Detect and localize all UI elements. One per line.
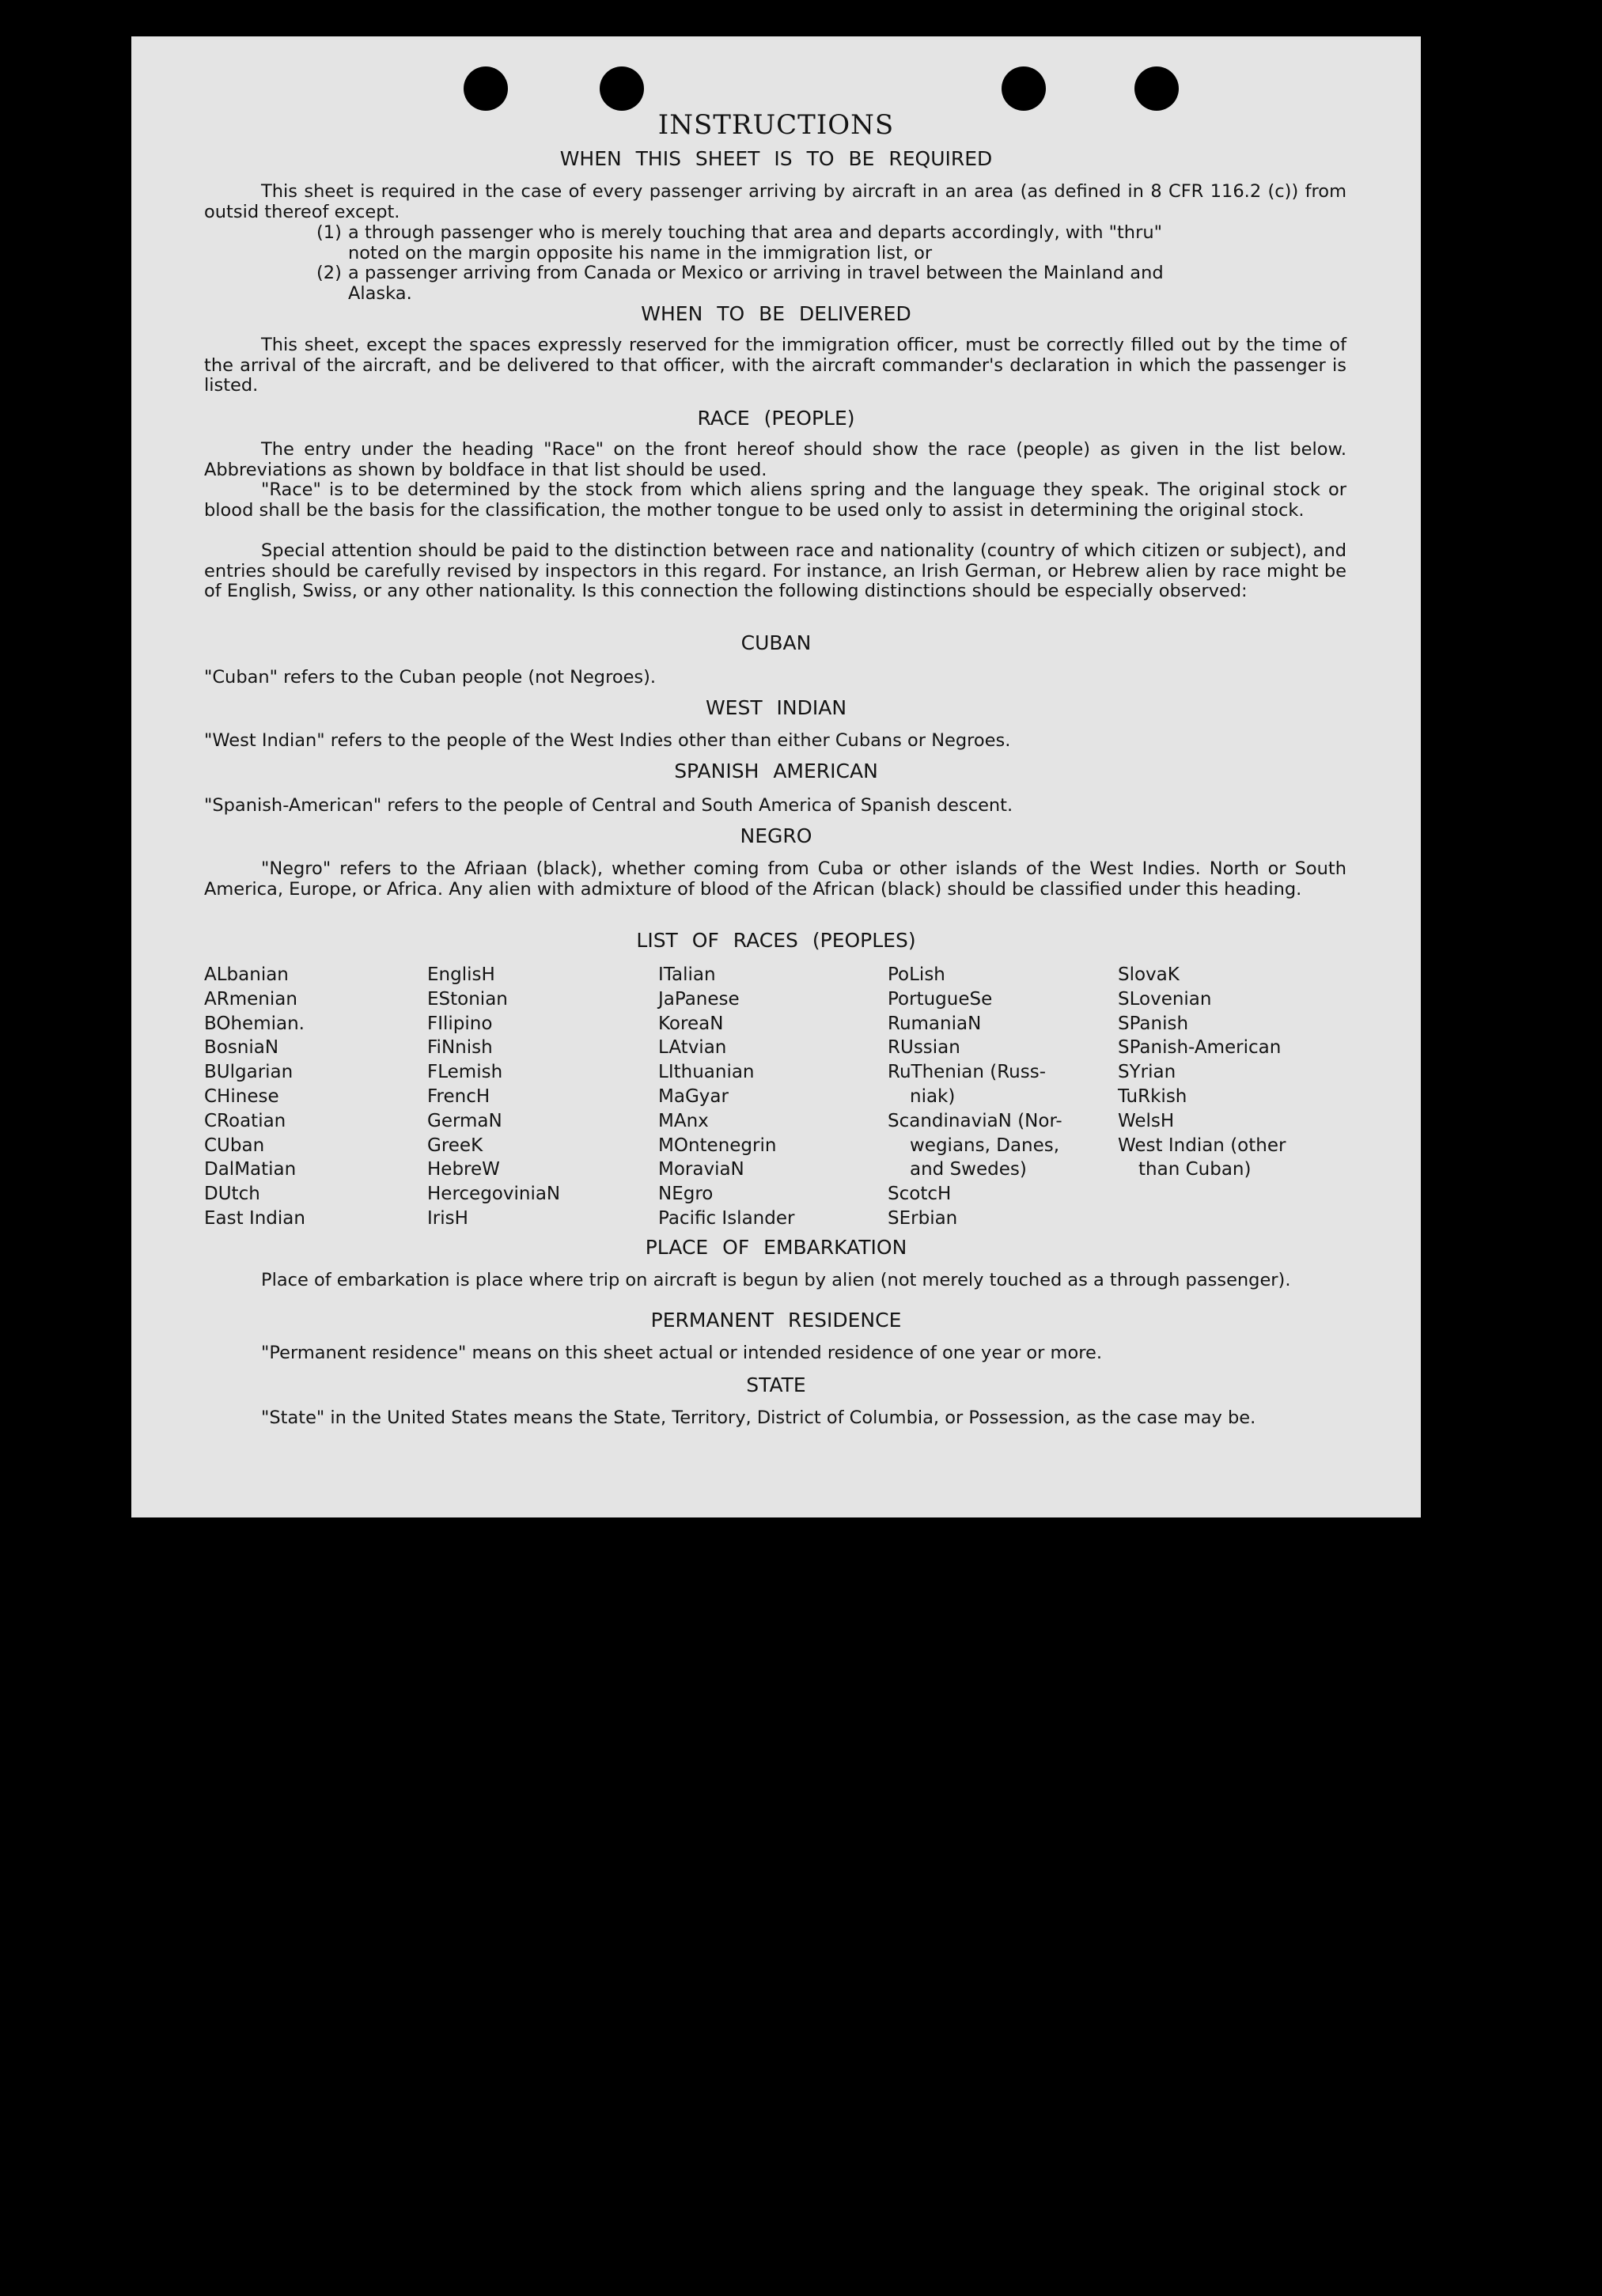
section-heading-embarkation: PLACE OF EMBARKATION bbox=[645, 1236, 907, 1259]
race-entry: BOhemian. bbox=[204, 1013, 305, 1034]
exception-text: a through passenger who is merely touching that area and departs accordingly, with "thru" bbox=[348, 222, 1162, 243]
race-entry: PoLish bbox=[888, 964, 945, 985]
state-text: "State" in the United States means the State, Territory, District of Columbia, or Possession, as the case may be. bbox=[261, 1408, 1256, 1428]
race-entry: SPanish-American bbox=[1118, 1037, 1282, 1059]
race-entry-continued: and Swedes) bbox=[910, 1159, 1027, 1180]
race-entry: Pacific Islander bbox=[658, 1207, 795, 1229]
race-entry: IrisH bbox=[427, 1207, 468, 1229]
races-list bbox=[204, 963, 1359, 1229]
race-entry: SYrian bbox=[1118, 1062, 1176, 1083]
delivered-text: This sheet, except the spaces expressly reserved for the immigration officer, must be correctly filled out by the time of the arrival of the aircraft, and be delivered to that officer, with the aircraft commander's declaration in which the passenger is listed. bbox=[204, 335, 1346, 396]
race-entry: LIthuanian bbox=[658, 1062, 755, 1083]
race-entry: CRoatian bbox=[204, 1110, 286, 1131]
race-paragraph-1: The entry under the heading "Race" on the front hereof should show the race (people) as given in the list below. Abbreviations as shown by boldface in that list should be used. bbox=[204, 439, 1346, 480]
race-entry: JaPanese bbox=[658, 988, 740, 1010]
race-entry: PortugueSe bbox=[888, 988, 993, 1010]
section-heading-west-indian: WEST INDIAN bbox=[705, 696, 847, 719]
west-indian-text: "West Indian" refers to the people of the West Indies other than either Cubans or Negroes. bbox=[204, 730, 1011, 751]
race-entry-continued: wegians, Danes, bbox=[910, 1135, 1060, 1156]
race-entry: ScotcH bbox=[888, 1184, 952, 1205]
races-column-5 bbox=[1118, 963, 1286, 1182]
race-entry: CUban bbox=[204, 1135, 265, 1156]
race-entry: EStonian bbox=[427, 988, 508, 1010]
race-entry: MAnx bbox=[658, 1110, 709, 1131]
race-entry: NEgro bbox=[658, 1184, 714, 1205]
section-heading-state: STATE bbox=[746, 1373, 806, 1396]
race-entry: ScandinaviaN (Nor- bbox=[888, 1110, 1062, 1131]
race-entry: ITalian bbox=[658, 964, 716, 985]
exception-text-continued: Alaska. bbox=[348, 282, 412, 304]
race-entry: SLovenian bbox=[1118, 988, 1212, 1010]
race-entry: FIlipino bbox=[427, 1013, 493, 1034]
section-heading-spanish-american: SPANISH AMERICAN bbox=[674, 760, 878, 782]
race-entry: RuThenian (Russ- bbox=[888, 1062, 1047, 1083]
document-sheet bbox=[131, 36, 1421, 1517]
race-entry: MOntenegrin bbox=[658, 1135, 777, 1156]
section-heading-cuban: CUBAN bbox=[740, 631, 812, 654]
race-entry: GermaN bbox=[427, 1110, 502, 1131]
race-entry: FiNnish bbox=[427, 1037, 493, 1059]
race-entry: SlovaK bbox=[1118, 964, 1180, 985]
race-entry: SErbian bbox=[888, 1207, 958, 1229]
race-entry: RumaniaN bbox=[888, 1013, 982, 1034]
embarkation-text: Place of embarkation is place where trip on aircraft is begun by alien (not merely touched as a through passenger). bbox=[261, 1270, 1291, 1290]
exception-item-1 bbox=[316, 223, 1346, 263]
race-entry: East Indian bbox=[204, 1207, 305, 1229]
exception-text: a passenger arriving from Canada or Mexico or arriving in travel between the Mainland and bbox=[348, 263, 1164, 283]
races-column-2 bbox=[427, 963, 560, 1231]
punch-hole bbox=[600, 66, 644, 111]
race-entry: DalMatian bbox=[204, 1159, 297, 1180]
race-entry: BUlgarian bbox=[204, 1062, 294, 1083]
punch-hole bbox=[1134, 66, 1179, 111]
race-entry: LAtvian bbox=[658, 1037, 727, 1059]
punch-hole bbox=[464, 66, 508, 111]
race-entry-continued: niak) bbox=[910, 1085, 956, 1107]
race-entry: SPanish bbox=[1118, 1013, 1189, 1034]
race-entry: MaGyar bbox=[658, 1085, 729, 1107]
cuban-text: "Cuban" refers to the Cuban people (not Negroes). bbox=[204, 667, 657, 688]
race-entry: GreeK bbox=[427, 1135, 483, 1156]
race-entry: KoreaN bbox=[658, 1013, 724, 1034]
page-title: INSTRUCTIONS bbox=[657, 109, 895, 141]
race-entry: MoraviaN bbox=[658, 1159, 744, 1180]
spanish-american-text: "Spanish-American" refers to the people of Central and South America of Spanish descent. bbox=[204, 795, 1013, 816]
race-paragraph-3: Special attention should be paid to the distinction between race and nationality (country of which citizen or subject), and entries should be carefully revised by inspectors in this regard. For instance, an Irish German, or Hebrew alien by race might be of English, Swiss, or any other nationality. Is this connection the following distinctions should be especially observed: bbox=[204, 540, 1346, 601]
race-paragraph-2: "Race" is to be determined by the stock from which aliens spring and the language they speak. The original stock or blood shall be the basis for the classification, the mother tongue to be used only to assist in determining the original stock. bbox=[204, 479, 1346, 521]
race-entry: CHinese bbox=[204, 1085, 279, 1107]
race-entry: FLemish bbox=[427, 1062, 503, 1083]
race-entry: RUssian bbox=[888, 1037, 960, 1059]
race-entry: TuRkish bbox=[1118, 1085, 1187, 1107]
section-heading-races-list: LIST OF RACES (PEOPLES) bbox=[636, 929, 916, 952]
punch-hole bbox=[1002, 66, 1046, 111]
race-entry-continued: than Cuban) bbox=[1138, 1159, 1252, 1180]
race-entry: WelsH bbox=[1118, 1110, 1175, 1131]
race-entry: DUtch bbox=[204, 1184, 260, 1205]
race-entry: ARmenian bbox=[204, 988, 297, 1010]
section-heading-required: WHEN THIS SHEET IS TO BE REQUIRED bbox=[559, 147, 993, 170]
section-heading-residence: PERMANENT RESIDENCE bbox=[650, 1309, 902, 1332]
race-entry: EnglisH bbox=[427, 964, 495, 985]
race-entry: ALbanian bbox=[204, 964, 289, 985]
residence-text: "Permanent residence" means on this sheet actual or intended residence of one year or more. bbox=[261, 1343, 1102, 1363]
race-entry: West Indian (other bbox=[1118, 1135, 1286, 1156]
races-column-4 bbox=[888, 963, 1062, 1231]
race-entry: HebreW bbox=[427, 1159, 500, 1180]
section-heading-delivered: WHEN TO BE DELIVERED bbox=[641, 302, 911, 325]
exception-number: (1) bbox=[316, 222, 342, 243]
exception-text-continued: noted on the margin opposite his name in the immigration list, or bbox=[348, 242, 933, 263]
required-intro: This sheet is required in the case of every passenger arriving by aircraft in an area (as defined in 8 CFR 116.2 (c)) from outsid thereof except. bbox=[204, 181, 1346, 222]
race-entry: BosniaN bbox=[204, 1037, 279, 1059]
exception-number: (2) bbox=[316, 263, 342, 283]
race-entry: HercegoviniaN bbox=[427, 1184, 561, 1205]
races-column-1 bbox=[204, 963, 305, 1231]
races-column-3 bbox=[658, 963, 794, 1231]
exception-item-2 bbox=[316, 263, 1346, 304]
section-heading-negro: NEGRO bbox=[740, 824, 812, 847]
negro-text: "Negro" refers to the Afriaan (black), whether coming from Cuba or other islands of the West Indies. North or South America, Europe, or Africa. Any alien with admixture of blood of the African (black) should be classified under this heading. bbox=[204, 858, 1346, 900]
section-heading-race: RACE (PEOPLE) bbox=[697, 407, 855, 430]
race-entry: FrencH bbox=[427, 1085, 490, 1107]
